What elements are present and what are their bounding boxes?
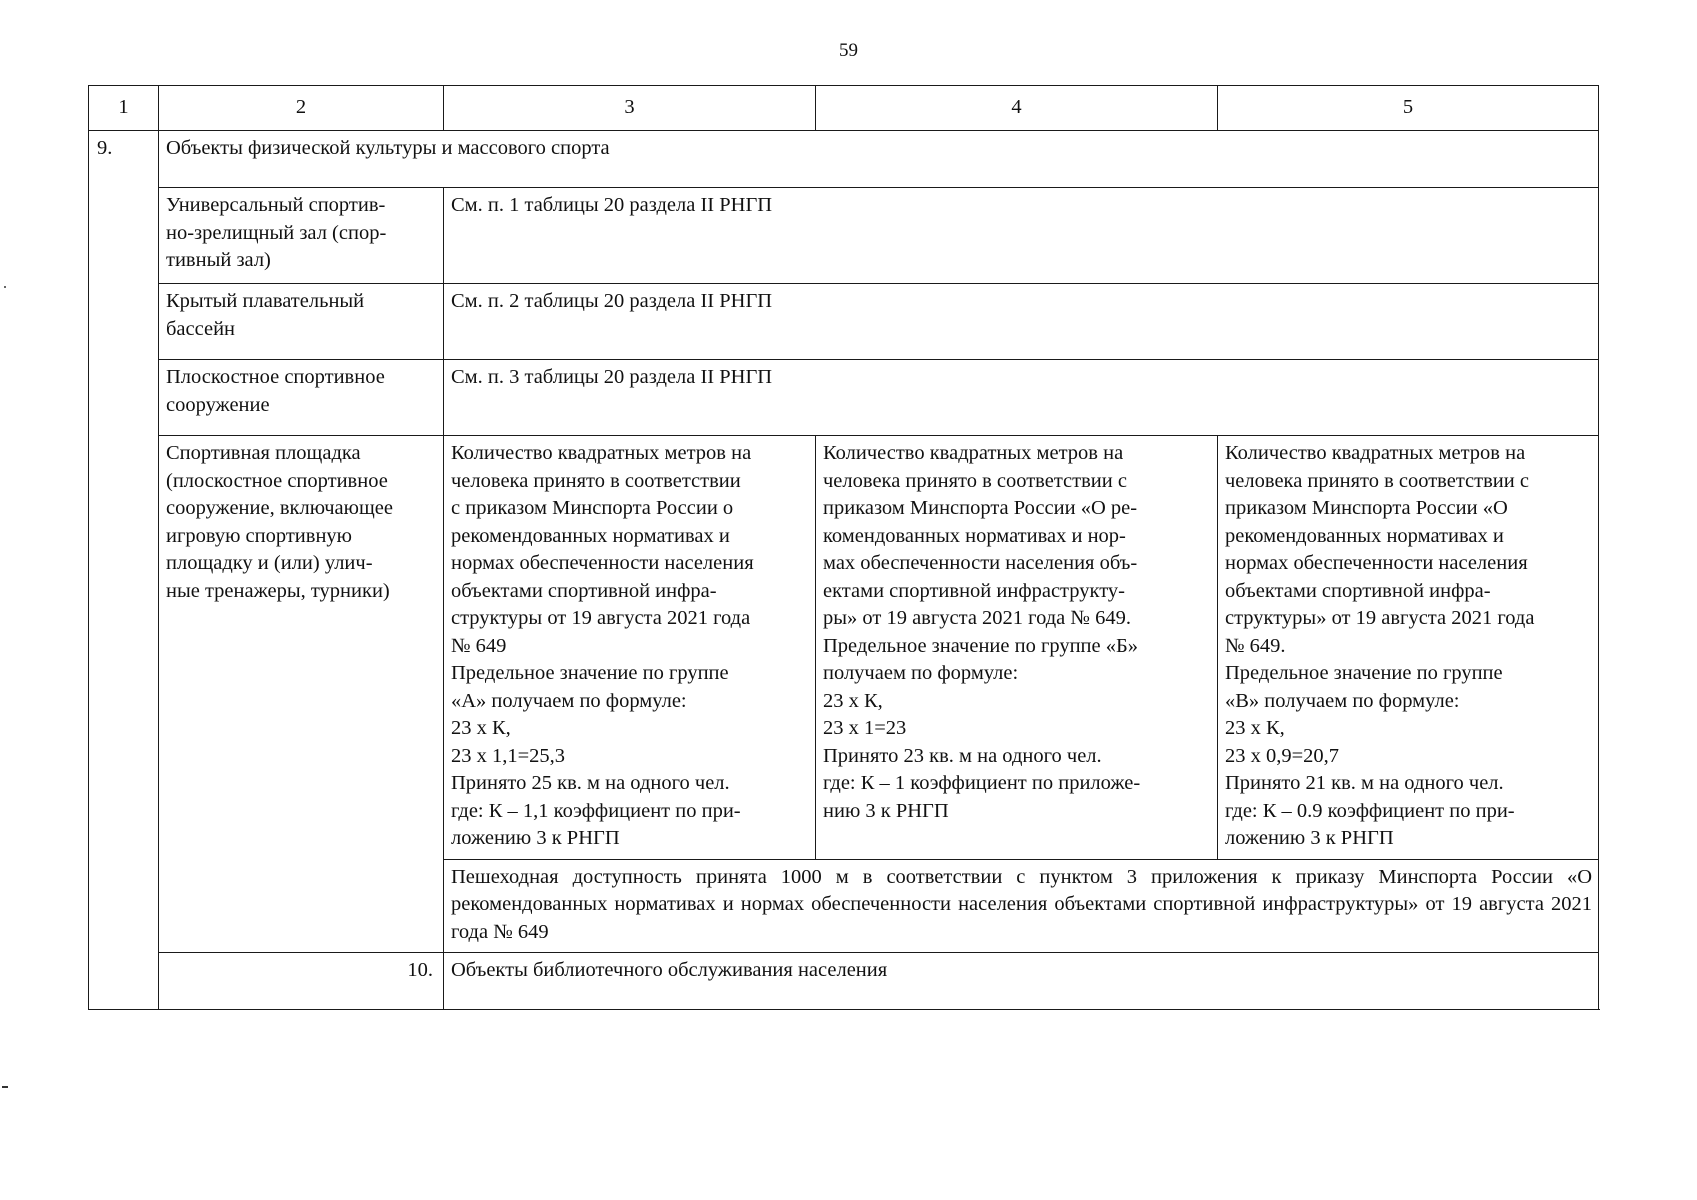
- facility-name-text: Крытый плавательный бассейн: [166, 290, 365, 340]
- facility-name: [159, 188, 444, 284]
- table-row: [89, 188, 1599, 284]
- norms-table-container: [88, 85, 1598, 1010]
- sport-ground-name: [159, 436, 444, 953]
- scan-artifact-mark: [2, 1086, 8, 1088]
- group-b-norm: [816, 436, 1218, 860]
- table-row: [89, 360, 1599, 436]
- group-c-norm-text: Количество квадратных метров на человека принято в соответствии с приказом Минспорта России «О рекомендованных нормативах и нормах обеспеченности населения объектами спортивной инфра- структуры» от 19 августа 2021 года № 649. Предельное значение по группе «В» получаем по формуле: 23 х К, 23 х 0,9=20,7 Принято 21 кв. м на одного чел. где: К – 0.9 коэффициент по при- ложению 3 к РНГП: [1225, 442, 1535, 849]
- facility-reference: См. п. 3 таблицы 20 раздела II РНГП: [444, 360, 1599, 436]
- header-col-3: 3: [444, 86, 816, 131]
- group-a-norm-text: Количество квадратных метров на человека принято в соответствии с приказом Минспорта России о рекомендованных нормативах и нормах обеспеченности населения объектами спортивной инфра- структуры от 19 августа 2021 года № 649 Предельное значение по группе «А» получаем по формуле: 23 х К, 23 х 1,1=25,3 Принято 25 кв. м на одного чел. где: К – 1,1 коэффициент по при- ложению 3 к РНГП: [451, 442, 754, 849]
- section-9-number: 9.: [89, 131, 159, 1010]
- sport-ground-name-text: Спортивная площадка (плоскостное спортивное сооружение, включающее игровую спортивную площадку и (или) улич- ные тренажеры, турники): [166, 442, 393, 602]
- group-a-norm: [444, 436, 816, 860]
- pedestrian-accessibility: Пешеходная доступность принята 1000 м в соответствии с пунктом 3 приложения к приказу Минспорта России «О рекомендованных нормативах и нормах обеспеченности населения объектами спортивной инфраструктуры» от 19 августа 2021 года № 649: [444, 859, 1599, 953]
- group-b-norm-text: Количество квадратных метров на человека принято в соответствии с приказом Минспорта России «О ре- комендованных нормативах и нор- мах обеспеченности населения объ- ектами спортивной инфраструкту- ры» от 19 августа 2021 года № 649. Предельное значение по группе «Б» получаем по формуле: 23 х К, 23 х 1=23 Принято 23 кв. м на одного чел. где: К – 1 коэффициент по приложе- нию 3 к РНГП: [823, 442, 1141, 822]
- norms-table: [88, 85, 1599, 1010]
- facility-name: [159, 284, 444, 360]
- header-row: [89, 86, 1599, 131]
- header-col-4: 4: [816, 86, 1218, 131]
- header-col-1: 1: [89, 86, 159, 131]
- section-10-row: [89, 953, 1599, 1010]
- section-10-title: Объекты библиотечного обслуживания населения: [444, 953, 1599, 1010]
- header-col-5: 5: [1218, 86, 1599, 131]
- group-c-norm: [1218, 436, 1599, 860]
- facility-name-text: Универсальный спортив- но-зрелищный зал (спор- тивный зал): [166, 194, 387, 271]
- facility-name: [159, 360, 444, 436]
- facility-name-text: Плоскостное спортивное сооружение: [166, 366, 385, 416]
- page-number: 59: [839, 40, 858, 61]
- table-row: [89, 284, 1599, 360]
- header-col-2: 2: [159, 86, 444, 131]
- facility-reference: См. п. 1 таблицы 20 раздела II РНГП: [444, 188, 1599, 284]
- facility-reference: См. п. 2 таблицы 20 раздела II РНГП: [444, 284, 1599, 360]
- section-9-row: [89, 131, 1599, 188]
- section-10-number: 10.: [159, 953, 444, 1010]
- sport-ground-row: [89, 436, 1599, 860]
- scan-artifact-dot: [4, 286, 6, 288]
- section-9-title: Объекты физической культуры и массового спорта: [159, 131, 1599, 188]
